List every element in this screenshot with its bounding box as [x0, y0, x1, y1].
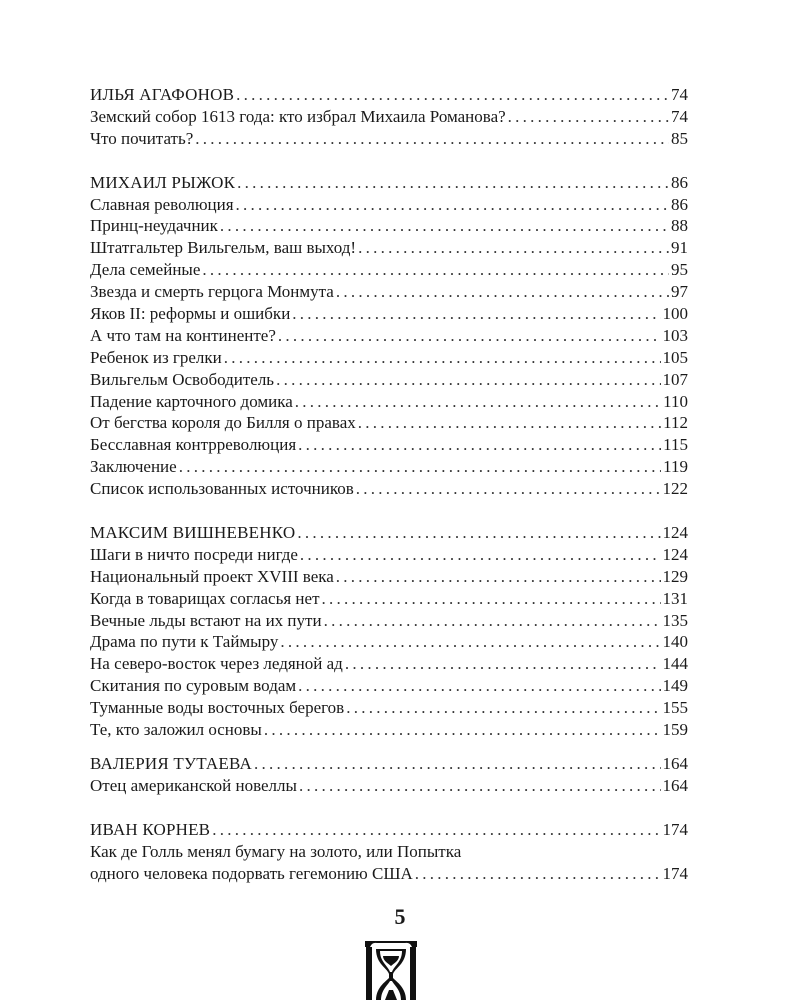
page-ref: 135: [662, 610, 688, 630]
author-name: МИХАИЛ РЫЖОК: [90, 172, 236, 192]
page-ref: 124: [662, 523, 688, 543]
dot-leader: [264, 719, 661, 741]
toc-entry[interactable]: [90, 281, 688, 303]
toc-entry[interactable]: [90, 215, 688, 237]
dot-leader: [212, 819, 660, 841]
dot-leader: [336, 281, 669, 303]
page-ref: 122: [662, 479, 688, 499]
entry-title: Национальный проект XVIII века: [90, 566, 334, 586]
page-ref: 105: [662, 347, 688, 367]
page-ref: 119: [663, 457, 688, 477]
entry-title: Те, кто заложил основы: [90, 720, 262, 740]
dot-leader: [358, 237, 669, 259]
page-ref: 88: [671, 216, 688, 236]
entry-title: Яков II: реформы и ошибки: [90, 304, 291, 324]
page-ref: 74: [671, 85, 688, 104]
dot-leader: [508, 106, 669, 128]
page-ref: 140: [662, 632, 688, 652]
page-ref: 131: [662, 588, 688, 608]
entry-title: Земский собор 1613 года: кто избрал Михаила Романова?: [90, 106, 506, 126]
dot-leader: [298, 434, 661, 456]
dot-leader: [195, 128, 669, 150]
toc-section-agafonov: [90, 84, 688, 150]
page-ref: 155: [662, 698, 688, 718]
toc-entry[interactable]: [90, 456, 688, 478]
dot-leader: [356, 478, 661, 500]
page-ref: 164: [662, 775, 688, 795]
toc-entry: [90, 863, 688, 885]
entry-title: Вечные льды встают на их пути: [90, 610, 322, 630]
dot-leader: [278, 325, 661, 347]
entry-title: Скитания по суровым водам: [90, 676, 297, 696]
toc-author-row[interactable]: [90, 172, 688, 194]
toc-entry[interactable]: [90, 719, 688, 741]
toc-entry[interactable]: [90, 106, 688, 128]
toc-entry[interactable]: [90, 675, 688, 697]
toc-entry[interactable]: [90, 631, 688, 653]
toc-entry[interactable]: [90, 775, 688, 797]
entry-title: Что почитать?: [90, 128, 194, 148]
entry-title: Принц-неудачник: [90, 216, 218, 236]
page-ref: 174: [662, 819, 688, 839]
page-ref: 174: [662, 863, 688, 883]
toc-entry[interactable]: [90, 434, 688, 456]
entry-title: одного человека подорвать гегемонию США: [90, 863, 413, 883]
dot-leader: [280, 631, 660, 653]
page-ref: 159: [662, 720, 688, 740]
entry-title: Когда в товарищах согласья нет: [90, 588, 320, 608]
toc-entry[interactable]: [90, 391, 688, 413]
page-ref: 107: [662, 369, 688, 389]
toc-entry[interactable]: [90, 412, 688, 434]
toc-author-row[interactable]: [90, 522, 688, 544]
entry-title: Список использованных источников: [90, 479, 354, 499]
page-ref: 115: [663, 435, 688, 455]
page-ref: 95: [671, 260, 688, 280]
toc-entry[interactable]: [90, 194, 688, 216]
dot-leader: [276, 369, 660, 391]
page-ref: 103: [662, 325, 688, 345]
dot-leader: [202, 259, 669, 281]
entry-title: Бесславная контрреволюция: [90, 435, 297, 455]
dot-leader: [295, 391, 661, 413]
toc-entry[interactable]: [90, 588, 688, 610]
entry-title: А что там на континенте?: [90, 325, 276, 345]
page-ref: 86: [671, 194, 688, 214]
dot-leader: [300, 544, 661, 566]
toc-section-tutaeva: [90, 753, 688, 797]
page-ref: 112: [663, 413, 688, 433]
toc-entry[interactable]: [90, 259, 688, 281]
toc-entry[interactable]: [90, 544, 688, 566]
entry-title: Звезда и смерть герцога Монмута: [90, 282, 334, 302]
toc-entry[interactable]: [90, 610, 688, 632]
dot-leader: [224, 347, 661, 369]
dot-leader: [236, 194, 669, 216]
dot-leader: [179, 456, 661, 478]
toc-author-row[interactable]: [90, 753, 688, 775]
entry-title: Ребенок из грелки: [90, 347, 222, 367]
page-ref: 97: [671, 282, 688, 302]
author-name: ИВАН КОРНЕВ: [90, 819, 211, 839]
toc-section-kornev: [90, 819, 688, 885]
toc-entry[interactable]: [90, 128, 688, 150]
dot-leader: [336, 566, 661, 588]
toc-entry-multiline[interactable]: [90, 841, 688, 885]
page-ref: 164: [662, 753, 688, 773]
dot-leader: [237, 172, 669, 194]
author-name: МАКСИМ ВИШНЕВЕНКО: [90, 523, 296, 543]
entry-title: Туманные воды восточных берегов: [90, 698, 345, 718]
toc-entry[interactable]: [90, 369, 688, 391]
toc-entry[interactable]: [90, 303, 688, 325]
toc-entry[interactable]: [90, 347, 688, 369]
toc-entry[interactable]: [90, 237, 688, 259]
page-ref: 100: [662, 304, 688, 324]
author-name: ВАЛЕРИЯ ТУТАЕВА: [90, 753, 252, 773]
entry-title: Штатгальтер Вильгельм, ваш выход!: [90, 238, 357, 258]
dot-leader: [298, 675, 660, 697]
page-ref: 129: [662, 566, 688, 586]
page-number: 5: [394, 904, 406, 929]
dot-leader: [346, 697, 660, 719]
author-name: ИЛЬЯ АГАФОНОВ: [90, 85, 235, 104]
page-ref: 110: [663, 391, 688, 411]
table-of-contents: [90, 84, 688, 884]
entry-title-line1: Как де Голль менял бумагу на золото, или Попытка: [90, 841, 462, 861]
dot-leader: [322, 588, 661, 610]
dot-leader: [358, 412, 661, 434]
entry-title: Славная революция: [90, 194, 234, 214]
page-ref: 91: [671, 238, 688, 258]
page-ref: 144: [662, 654, 688, 674]
page-ref: 85: [671, 128, 688, 148]
entry-title: Шаги в ничто посреди нигде: [90, 544, 298, 564]
toc-section-vishnevenko: [90, 522, 688, 741]
entry-title: Падение карточного домика: [90, 391, 293, 411]
dot-leader: [292, 303, 660, 325]
entry-title: От бегства короля до Билля о правах: [90, 413, 356, 433]
page-ref: 86: [671, 172, 688, 192]
entry-title: Заключение: [90, 457, 177, 477]
entry-title: Вильгельм Освободитель: [90, 369, 275, 389]
entry-title: Дела семейные: [90, 260, 201, 280]
dot-leader: [220, 215, 669, 237]
toc-entry[interactable]: [90, 653, 688, 675]
dot-leader: [297, 522, 660, 544]
toc-entry[interactable]: [90, 566, 688, 588]
dot-leader: [324, 610, 661, 632]
dot-leader: [236, 84, 669, 106]
entry-title: На северо-восток через ледяной ад: [90, 654, 343, 674]
toc-entry[interactable]: [90, 697, 688, 719]
toc-section-ryzhok: [90, 172, 688, 500]
page-ref: 124: [662, 544, 688, 564]
toc-entry[interactable]: [90, 478, 688, 500]
dot-leader: [299, 775, 661, 797]
dot-leader: [345, 653, 661, 675]
dot-leader: [415, 863, 661, 885]
entry-title: Драма по пути к Таймыру: [90, 632, 279, 652]
toc-entry[interactable]: [90, 325, 688, 347]
toc-author-row[interactable]: [90, 84, 688, 106]
toc-author-row[interactable]: [90, 819, 688, 841]
page-ref: 74: [671, 106, 688, 126]
dot-leader: [254, 753, 661, 775]
hourglass-icon: [361, 938, 421, 1000]
page-ref: 149: [662, 676, 688, 696]
entry-title: Отец американской новеллы: [90, 775, 297, 795]
